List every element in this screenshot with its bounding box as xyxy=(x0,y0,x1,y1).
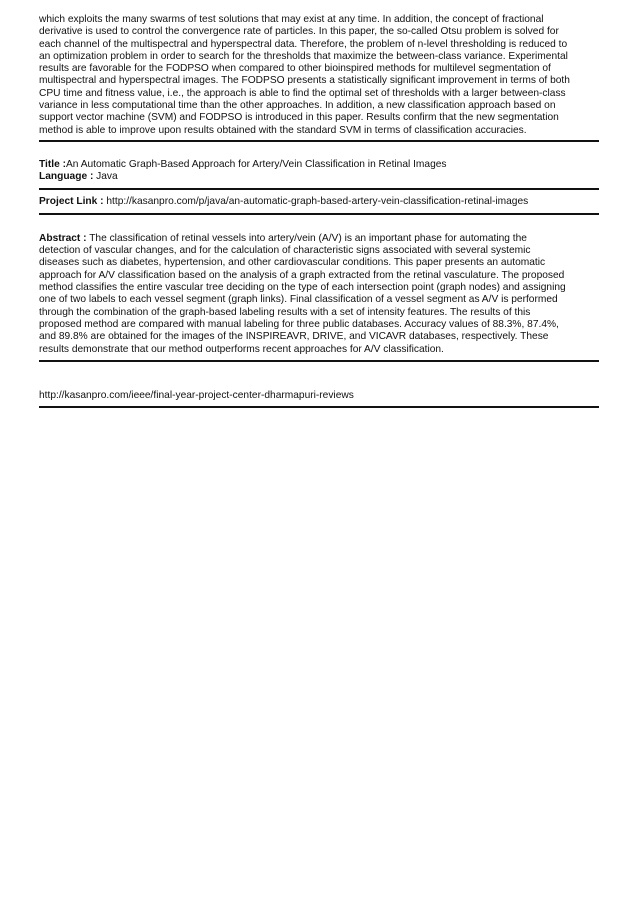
divider xyxy=(39,213,599,215)
project-meta xyxy=(39,159,599,184)
document-page xyxy=(39,14,599,408)
title-line xyxy=(39,159,599,171)
language-label: Language : xyxy=(39,171,94,183)
abstract-text: The classification of retinal vessels into artery/vein (A/V) is an important phase for automating the detection of vascular changes, and for the calculation of characteristic signs associated with several systemic diseases such as diabetes, hypertension, and other cardiovascular conditions. This paper presents an automatic approach for A/V classification based on the analysis of a graph extracted from the retinal vasculature. The proposed method classifies the entire vascular tree deciding on the type of each intersection point (graph nodes) and assigning one of two labels to each vessel segment (graph links). Final classification of a vessel segment as A/V is performed through the combination of the graph-based labeling results with a set of intensity features. The results of this proposed method are compared with manual labeling for three public databases. Accuracy values of 88.3%, 87.4%, and 89.8% are obtained for the images of the INSPIREAVR, DRIVE, and VICAVR databases, respectively. These results demonstrate that our method outperforms recent approaches for A/V classification. xyxy=(39,232,566,355)
divider xyxy=(39,406,599,408)
language-line xyxy=(39,171,599,183)
title-label: Title : xyxy=(39,158,66,170)
project-link-label: Project Link : xyxy=(39,195,104,207)
divider xyxy=(39,360,599,362)
divider xyxy=(39,140,599,142)
intro-paragraph: which exploits the many swarms of test solutions that may exist at any time. In addition, the concept of fractional derivative is used to control the convergence rate of particles. In this paper, the so-called Otsu problem is solved for each channel of the multispectral and hyperspectral data. Therefore, the problem of n-level thresholding is reduced to an optimization problem in order to search for the thresholds that maximize the between-class variance. Experimental results are favorable for the FODPSO when compared to other bioinspired methods for multilevel segmentation of multispectral and hyperspectral images. The FODPSO presents a statistically significant improvement in terms of both CPU time and fitness value, i.e., the approach is able to find the optimal set of thresholds with a larger between-class variance in less computational time than the other approaches. In addition, a new classification approach based on support vector machine (SVM) and FODPSO is introduced in this paper. Results confirm that the new segmentation method is able to improve upon results obtained with the standard SVM in terms of classification accuracies. xyxy=(39,14,570,136)
title-value: An Automatic Graph-Based Approach for Artery/Vein Classification in Retinal Images xyxy=(65,158,447,170)
reviews-link[interactable]: http://kasanpro.com/ieee/final-year-project-center-dharmapuri-reviews xyxy=(39,389,354,401)
project-link-line xyxy=(39,196,599,208)
abstract-label: Abstract : xyxy=(39,232,87,244)
abstract-paragraph xyxy=(39,233,599,356)
project-link[interactable]: http://kasanpro.com/p/java/an-automatic-graph-based-artery-vein-classification-retinal-images xyxy=(103,195,529,207)
language-value: Java xyxy=(93,171,118,183)
divider xyxy=(39,188,599,190)
